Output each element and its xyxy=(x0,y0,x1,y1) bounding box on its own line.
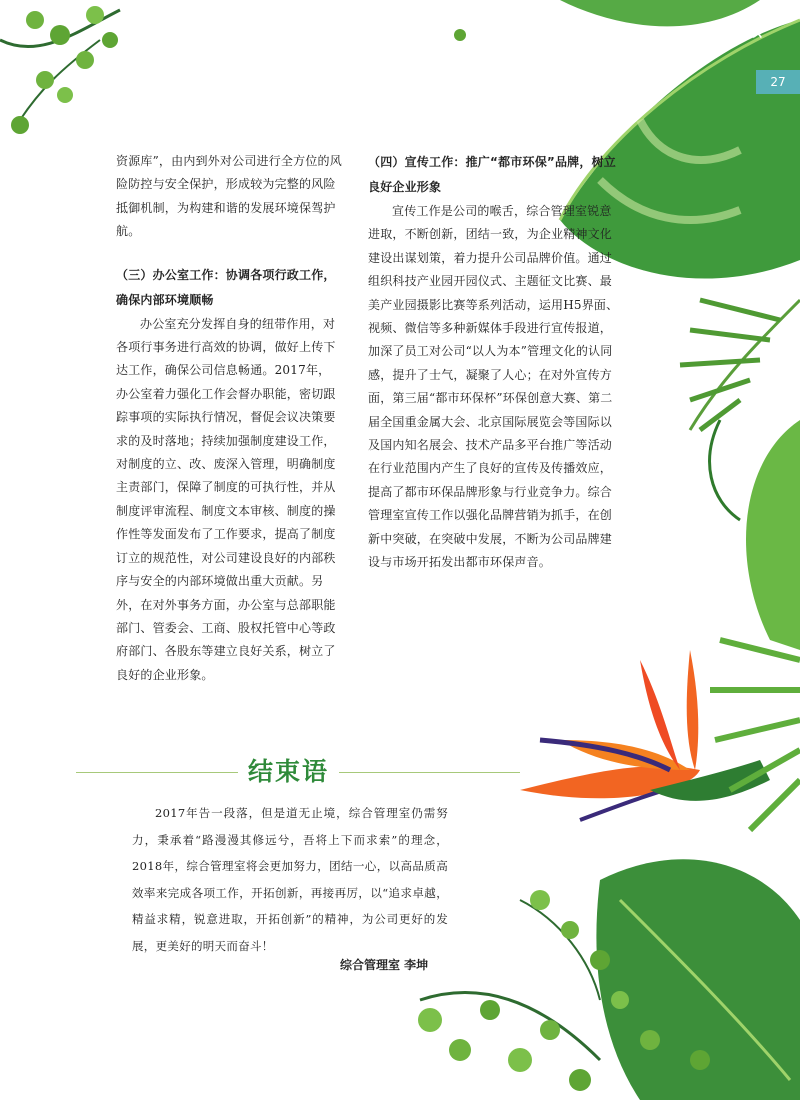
section-label: 回顾 xyxy=(731,22,762,40)
conclusion-body xyxy=(132,800,448,959)
publicity-work-heading: （四）宣传工作：推广“都市环保”品牌，树立良好企业形象 xyxy=(368,155,616,194)
right-column xyxy=(368,150,620,575)
page-number: 27 xyxy=(756,70,800,94)
author-signature: 综合管理室 李坤 xyxy=(340,958,429,972)
office-work-heading: （三）办公室工作：协调各项行政工作，确保内部环境顺畅 xyxy=(116,267,336,307)
office-work-paragraph: 办公室充分发挥自身的纽带作用，对各项行事务进行高效的协调，做好上传下达工作，确保公司信息畅通。2017年，办公室着力强化工作会督办职能，密切跟踪事项的实际执行情况，督促会议决策要求的及时落地；持续加强制度建设工作，对制度的立、改、废深入管理，明确制度主责部门，保障了制度的可执行性，并从制度评审流程、制度文本审核、制度的操作性等发面发布了工作要求，提高了制度订立的规范性，对公司建设良好的内部秩序与安全的内部环境做出重大贡献。另外，在对外事务方面，办公室与总部职能部门、管委会、工商、股权托管中心等政府部门、各股东等建立良好关系，树立了良好的企业形象。 xyxy=(116,316,336,682)
publicity-work-paragraph: 宣传工作是公司的喉舌，综合管理室锐意进取，不断创新，团结一致，为企业精神文化建设出谋划策，着力提升公司品牌价值。通过组织科技产业园开园仪式、主题征文比赛、最美产业园摄影比赛等系列活动，运用H5界面、视频、微信等多种新媒体手段进行宣传报道，加深了员工对公司“以人为本”管理文化的认同感，提升了士气，凝聚了人心；在对外宣传方面，第三届“都市环保杯”环保创意大赛、第二届全国重金属大会、北京国际展览会等国际以及国内知名展会、技术产品多平台推广等活动在行业范围内产生了良好的宣传及传播效应，提高了都市环保品牌形象与行业竞争力。综合管理室宣传工作以强化品牌营销为抓手，在创新中突破，在突破中发展，不断为公司品牌建设与市场开拓发出都市环保声音。 xyxy=(368,204,619,570)
left-column xyxy=(116,150,342,687)
top-left-vine-icon xyxy=(0,6,466,134)
left-carry-over-paragraph: 资源库”，由内到外对公司进行全方位的风险防控与安全保护，形成较为完整的风险抵御机制，为构建和谐的发展环境保驾护航。 xyxy=(116,154,342,239)
palm-leaf-lower-icon xyxy=(596,640,800,1100)
conclusion-title: 结束语 xyxy=(238,752,339,788)
conclusion-paragraph: 2017年告一段落，但是道无止境，综合管理室仍需努力，秉承着“路漫漫其修远兮，吾将上下而求索”的理念，2018年，综合管理室将会更加努力，团结一心，以高品质高效率来完成各项工作，开拓创新，再接再厉，以“追求卓越，精益求精，锐意进取，开拓创新”的精神，为公司更好的发展，更美好的明天而奋斗！ xyxy=(132,806,448,953)
palm-frond-icon xyxy=(680,300,800,650)
